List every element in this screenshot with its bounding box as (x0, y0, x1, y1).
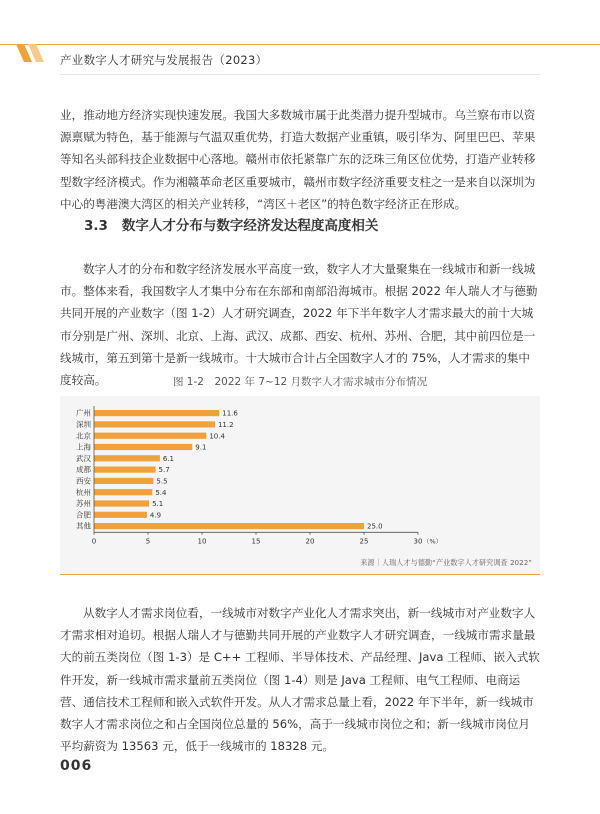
category-label: 北京 (76, 431, 91, 441)
bar-chart (60, 396, 540, 556)
bar-11 (94, 523, 364, 529)
x-tick-label: 30 (413, 537, 423, 546)
page-number: 006 (60, 758, 93, 774)
bar-2 (94, 421, 215, 427)
category-label: 成都 (76, 465, 91, 475)
value-label: 5.4 (155, 488, 167, 497)
category-label: 合肥 (76, 510, 91, 520)
bar-5 (94, 455, 160, 461)
figure-title: 图 1-2 2022 年 7~12 月数字人才需求城市分布情况 (172, 376, 428, 388)
x-axis-unit: （%） (423, 537, 443, 546)
value-label: 5.7 (158, 466, 170, 475)
category-label: 广州 (76, 408, 91, 418)
x-tick-label: 25 (359, 537, 369, 546)
section-title: 数字人才分布与数字经济发达程度高度相关 (121, 218, 379, 234)
bar-3 (94, 433, 206, 439)
value-label: 4.9 (149, 511, 162, 520)
x-tick-label: 10 (197, 537, 207, 546)
bar-7 (94, 478, 153, 484)
section-heading (84, 214, 378, 234)
x-tick-label: 20 (305, 537, 315, 546)
value-label: 5.1 (152, 500, 164, 509)
bar-6 (94, 467, 156, 473)
category-label: 其他 (76, 521, 91, 531)
figure-chart-panel (60, 396, 540, 575)
value-label: 5.5 (156, 477, 168, 486)
bar-4 (94, 444, 192, 450)
running-header-title: 产业数字人才研究与发展报告（2023） (60, 53, 268, 67)
category-label: 杭州 (76, 487, 91, 497)
x-tick-label: 5 (145, 537, 151, 546)
bar-8 (94, 489, 152, 495)
category-label: 武汉 (76, 453, 91, 463)
figure-source: 来源｜人瑞人才与德勤“产业数字人才研究调查 2022” (360, 558, 532, 567)
value-label: 11.2 (217, 421, 234, 429)
paragraph-2: 数字人才的分布和数字经济发展水平高度一致，数字人才大量聚集在一线城市和新一线城市。整体来看，我国数字人才集中分布在东部和南部沿海城市。根据 2022 年人瑞人才与德勤共同开展的产业数字（图 1-2）人才研究调查，2022 年下半年数字人才需求最大的前十大城市分别是广州、深圳、北京、上海、武汉、成都、西安、杭州、苏州、合肥，其中前四位是一线城市，第五到第十是新一线城市。十大城市合计占全国数字人才的 75%，人才需求的集中度较高。 (60, 262, 538, 388)
category-label: 上海 (76, 442, 91, 452)
bar-1 (94, 410, 219, 416)
value-label: 11.6 (222, 409, 238, 418)
paragraph-3: 从数字人才需求岗位看，一线城市对数字产业化人才需求突出，新一线城市对产业数字人才需求相对追切。根据人瑞人才与德勤共同开展的产业数字人才研究调查，一线城市需求量最大的前五类岗位（图 1-3）是 C++ 工程师、半导体技术、产品经理、Java 工程师、嵌入式软件开发，新一线城市需求量前五类岗位（图 1-4）则是 Java 工程师、电气工程师、电商运营、通信技术工程师和嵌入式软件开发。从人才需求总量上看，2022 年下半年，新一线城市数字人才需求岗位之和占全国岗位总量的 56%，高于一线城市岗位之和；新一线城市岗位月平均薪资为 13563 元，低于一线城市的 18328 元。 (60, 606, 540, 754)
x-tick-label: 15 (251, 537, 261, 546)
value-label: 25.0 (367, 522, 383, 531)
category-label: 苏州 (76, 499, 91, 509)
category-label: 深圳 (76, 420, 91, 429)
bar-9 (94, 500, 149, 506)
x-tick-label: 0 (91, 537, 97, 546)
value-label: 6.1 (162, 454, 175, 463)
paragraph-1: 业，推动地方经济实现快速发展。我国大多数城市属于此类潜力提升型城市。乌兰察布市以资源禀赋为特色，基于能源与气温双重优势，打造大数据产业重镇，吸引华为、阿里巴巴、苹果等知名头部科技企业数据中心落地。赣州市依托紧靠广东的泛珠三角区位优势，打造产业转移型数字经济模式。作为湘赣革命老区重要城市，赣州市数字经济重要支柱之一是来自以深圳为中心的粤港澳大湾区的相关产业转移，“湾区＋老区”的特色数字经济正在形成。 (60, 108, 536, 211)
category-label: 西安 (76, 476, 91, 486)
section-number: 3.3 (84, 218, 108, 234)
header-divider (60, 74, 540, 75)
header-accent-line (0, 44, 600, 45)
bar-10 (94, 512, 147, 518)
header-chevron-decoration (16, 42, 50, 64)
value-label: 9.1 (195, 443, 207, 452)
value-label: 10.4 (209, 432, 225, 441)
